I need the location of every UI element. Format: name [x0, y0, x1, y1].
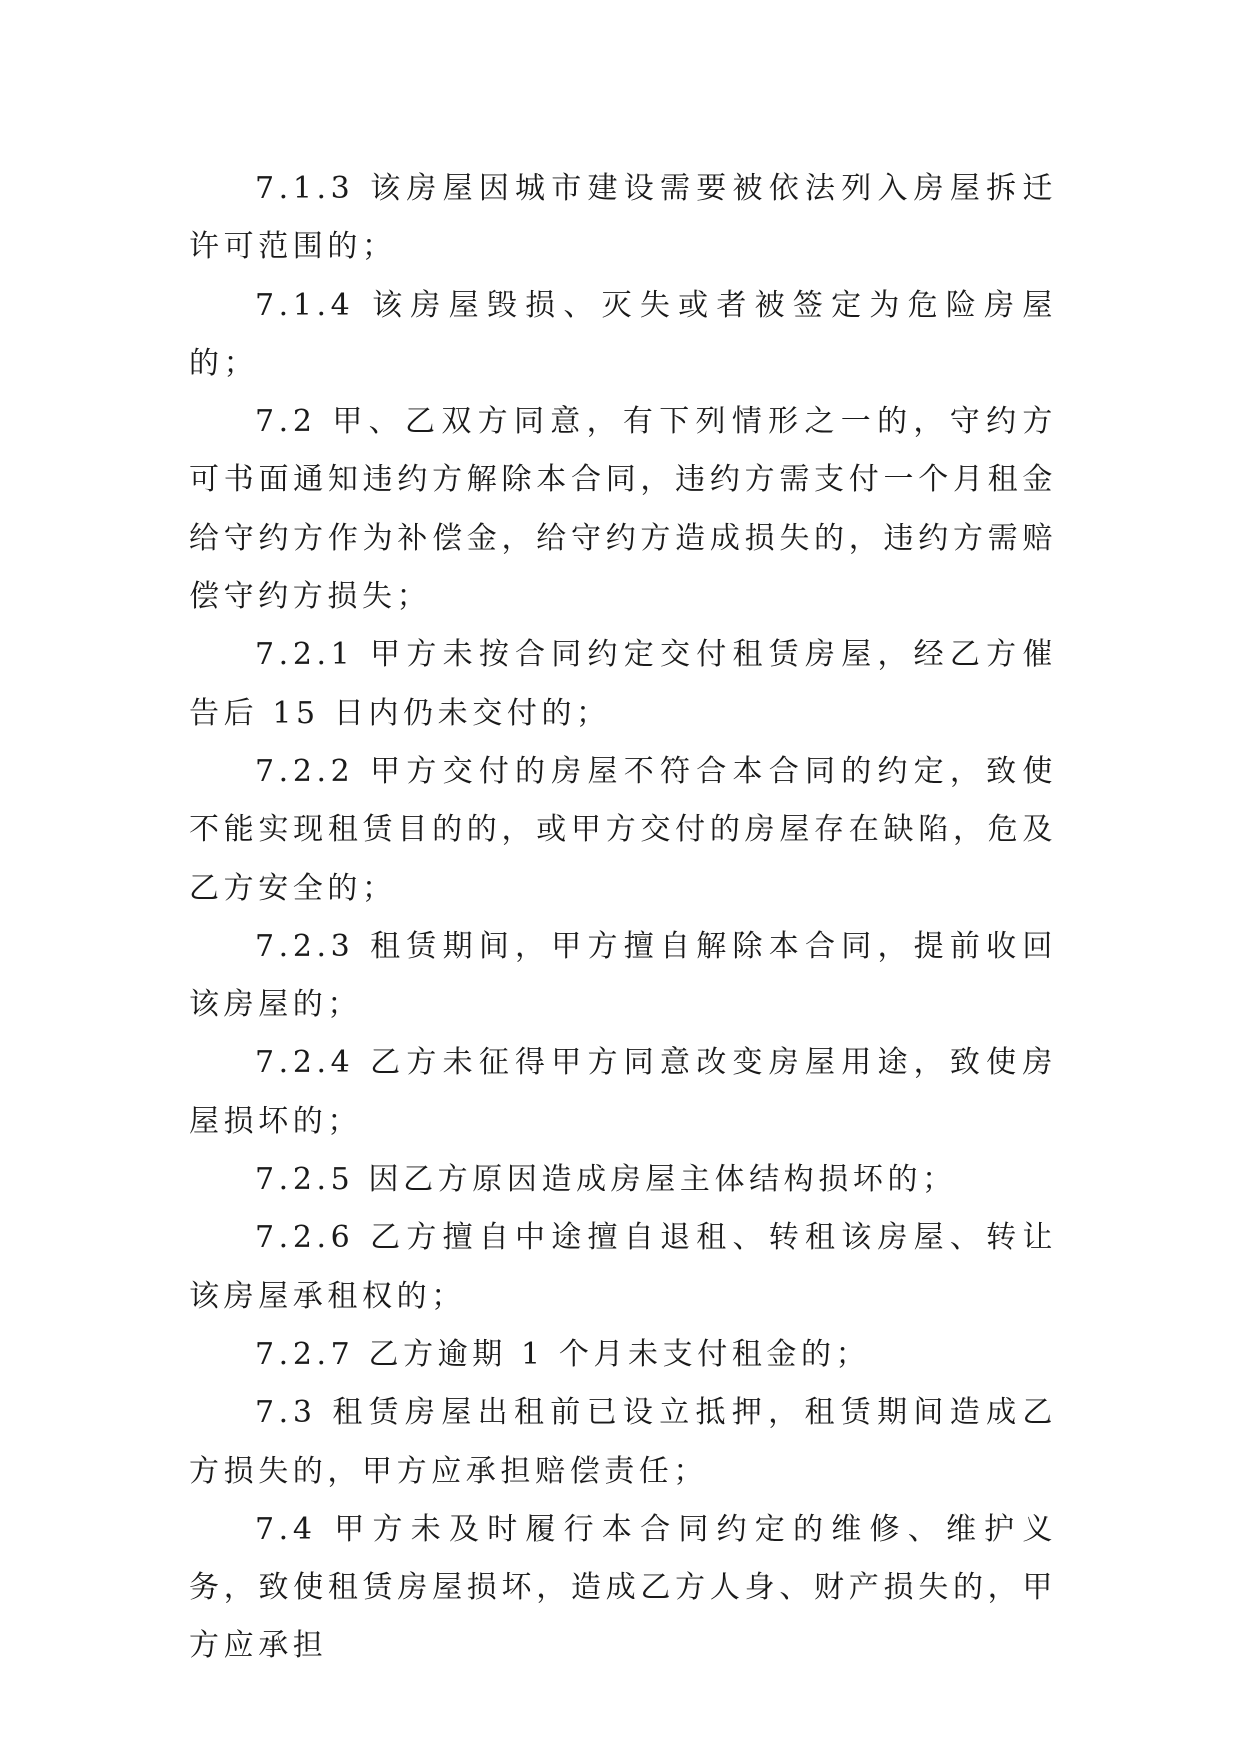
clause-7-1-4: 7.1.4 该房屋毁损、灭失或者被签定为危险房屋的； [189, 287, 1057, 381]
clause-7-2-2: 7.2.2 甲方交付的房屋不符合本合同的约定，致使不能实现租赁目的的，或甲方交付的房屋存在缺陷，危及乙方安全的； [189, 753, 1057, 906]
clause-7-2: 7.2 甲、乙双方同意，有下列情形之一的，守约方可书面通知违约方解除本合同，违约方需支付一个月租金给守约方作为补偿金，给守约方造成损失的，违约方需赔偿守约方损失； [189, 404, 1057, 615]
clause-7-2-1: 7.2.1 甲方未按合同约定交付租赁房屋，经乙方催告后 15 日内仍未交付的； [189, 637, 1057, 731]
document-page [189, 160, 1057, 1676]
clause-7-2-4: 7.2.4 乙方未征得甲方同意改变房屋用途，致使房屋损坏的； [189, 1045, 1057, 1139]
clause-7-1-3: 7.1.3 该房屋因城市建设需要被依法列入房屋拆迁许可范围的； [189, 171, 1057, 265]
clause-7-2-6: 7.2.6 乙方擅自中途擅自退租、转租该房屋、转让该房屋承租权的； [189, 1220, 1057, 1314]
clause-7-3: 7.3 租赁房屋出租前已设立抵押，租赁期间造成乙方损失的，甲方应承担赔偿责任； [189, 1395, 1057, 1489]
clause-7-4: 7.4 甲方未及时履行本合同约定的维修、维护义务，致使租赁房屋损坏，造成乙方人身、财产损失的，甲方应承担 [189, 1511, 1057, 1664]
clause-7-2-7: 7.2.7 乙方逾期 1 个月未支付租金的； [255, 1336, 871, 1372]
clause-7-2-3: 7.2.3 租赁期间，甲方擅自解除本合同，提前收回该房屋的； [189, 928, 1057, 1023]
clause-7-2-5: 7.2.5 因乙方原因造成房屋主体结构损坏的； [255, 1162, 957, 1198]
